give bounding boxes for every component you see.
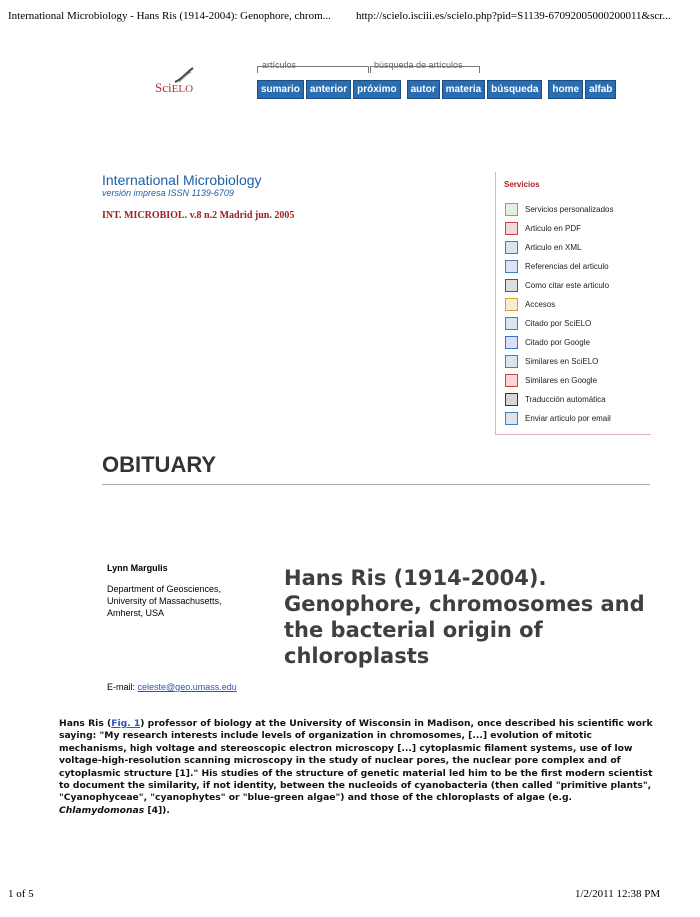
- print-page-number: 1 of 5: [8, 888, 34, 900]
- nav-busqueda-button[interactable]: búsqueda: [487, 80, 542, 99]
- similar-google-icon: [505, 374, 518, 387]
- section-divider: [102, 484, 650, 485]
- service-item[interactable]: [505, 238, 614, 257]
- journal-edition: versión impresa ISSN 1139-6709: [102, 188, 234, 198]
- service-item-label: Traducción automática: [525, 395, 606, 404]
- cite-icon: [505, 279, 518, 292]
- service-item-label: Servicios personalizados: [525, 205, 614, 214]
- xml-icon: [505, 241, 518, 254]
- scielo-logo[interactable]: [155, 66, 205, 100]
- service-item[interactable]: [505, 200, 614, 219]
- email-icon: [505, 412, 518, 425]
- service-item-label: Citado por Google: [525, 338, 590, 347]
- service-item[interactable]: [505, 257, 614, 276]
- journal-name: International Microbiology: [102, 172, 262, 188]
- nav-group-label-busqueda: búsqueda de artículos: [374, 60, 463, 70]
- translate-icon: [505, 393, 518, 406]
- author-name: Lynn Margulis: [107, 563, 168, 573]
- print-url: http://scielo.isciii.es/scielo.php?pid=S1139-67092005000200011&scr...: [356, 10, 671, 22]
- service-item-label: Similares en SciELO: [525, 357, 599, 366]
- chart-icon: [505, 298, 518, 311]
- google-icon: [505, 336, 518, 349]
- service-item[interactable]: [505, 333, 614, 352]
- author-affiliation: Department of Geosciences, University of Massachusetts, Amherst, USA: [107, 584, 222, 618]
- services-list: [505, 200, 614, 428]
- logo-text: SciELO: [155, 80, 194, 95]
- services-panel: [495, 172, 651, 435]
- nav-alfab-button[interactable]: alfab: [585, 80, 616, 99]
- service-item[interactable]: [505, 219, 614, 238]
- figure-link[interactable]: Fig. 1: [111, 718, 141, 729]
- nav-group-bracket: [370, 66, 480, 73]
- service-item-label: Accesos: [525, 300, 556, 309]
- nav-home-button[interactable]: home: [548, 80, 583, 99]
- service-item[interactable]: [505, 295, 614, 314]
- service-item[interactable]: [505, 390, 614, 409]
- article-body-paragraph: Hans Ris (Fig. 1) professor of biology at the University of Wisconsin in Madison, once described his scientific work saying: "My research interests include levels of organization in chromosomes, [...] evolution of mitotic mechanisms, high voltage and stereoscopic electron microscopy [...] cytoplasmic filament systems, use of low voltage-high-resolution scanning microscopy in the study of nuclear pores, the nuclear pore complex and of cytoplasmic structure [1]." His studies of the structure of genetic material led him to be the first modern scientist to document the similarity, if not identity, between the nucleoids of cyanobacteria (then called "primitive plants", "Cyanophyceae", "cyanophytes" or "blue-green algae") and those of the chloroplasts of algae (e.g. Chlamydomonas [4]).: [59, 718, 653, 816]
- nav-anterior-button[interactable]: anterior: [306, 80, 351, 99]
- article-title: Hans Ris (1914-2004). Genophore, chromosomes and the bacterial origin of chloroplasts: [284, 566, 645, 668]
- puzzle-icon: [505, 203, 518, 216]
- similar-icon: [505, 355, 518, 368]
- service-item-label: Citado por SciELO: [525, 319, 592, 328]
- section-heading: OBITUARY: [102, 452, 217, 477]
- nav-materia-button[interactable]: materia: [442, 80, 486, 99]
- service-item-label: Enviar articulo por email: [525, 414, 611, 423]
- nav-autor-button[interactable]: autor: [407, 80, 440, 99]
- service-item-label: Como citar este articulo: [525, 281, 610, 290]
- service-item-label: Similares en Google: [525, 376, 598, 385]
- pdf-icon: [505, 222, 518, 235]
- print-datetime: 1/2/2011 12:38 PM: [575, 888, 661, 900]
- nav-sumario-button[interactable]: sumario: [257, 80, 304, 99]
- services-title: Servicios: [504, 180, 540, 189]
- nav-group-bracket: [257, 66, 369, 73]
- nav-proximo-button[interactable]: próximo: [353, 80, 400, 99]
- references-icon: [505, 260, 518, 273]
- service-item[interactable]: [505, 314, 614, 333]
- author-email-row: E-mail: celeste@geo.umass.edu: [107, 682, 237, 692]
- service-item-label: Articulo en PDF: [525, 224, 582, 233]
- service-item[interactable]: [505, 409, 614, 428]
- scielo-icon: [505, 317, 518, 330]
- nav-toolbar: [257, 80, 616, 99]
- author-email-link[interactable]: celeste@geo.umass.edu: [137, 682, 237, 692]
- service-item[interactable]: [505, 371, 614, 390]
- service-item[interactable]: [505, 352, 614, 371]
- journal-volume: INT. MICROBIOL. v.8 n.2 Madrid jun. 2005: [102, 210, 295, 221]
- print-page-title: International Microbiology - Hans Ris (1914-2004): Genophore, chrom...: [8, 10, 331, 22]
- service-item-label: Articulo en XML: [525, 243, 582, 252]
- nav-group-label-articulos: artículos: [262, 60, 297, 70]
- service-item-label: Referencias del articulo: [525, 262, 609, 271]
- service-item[interactable]: [505, 276, 614, 295]
